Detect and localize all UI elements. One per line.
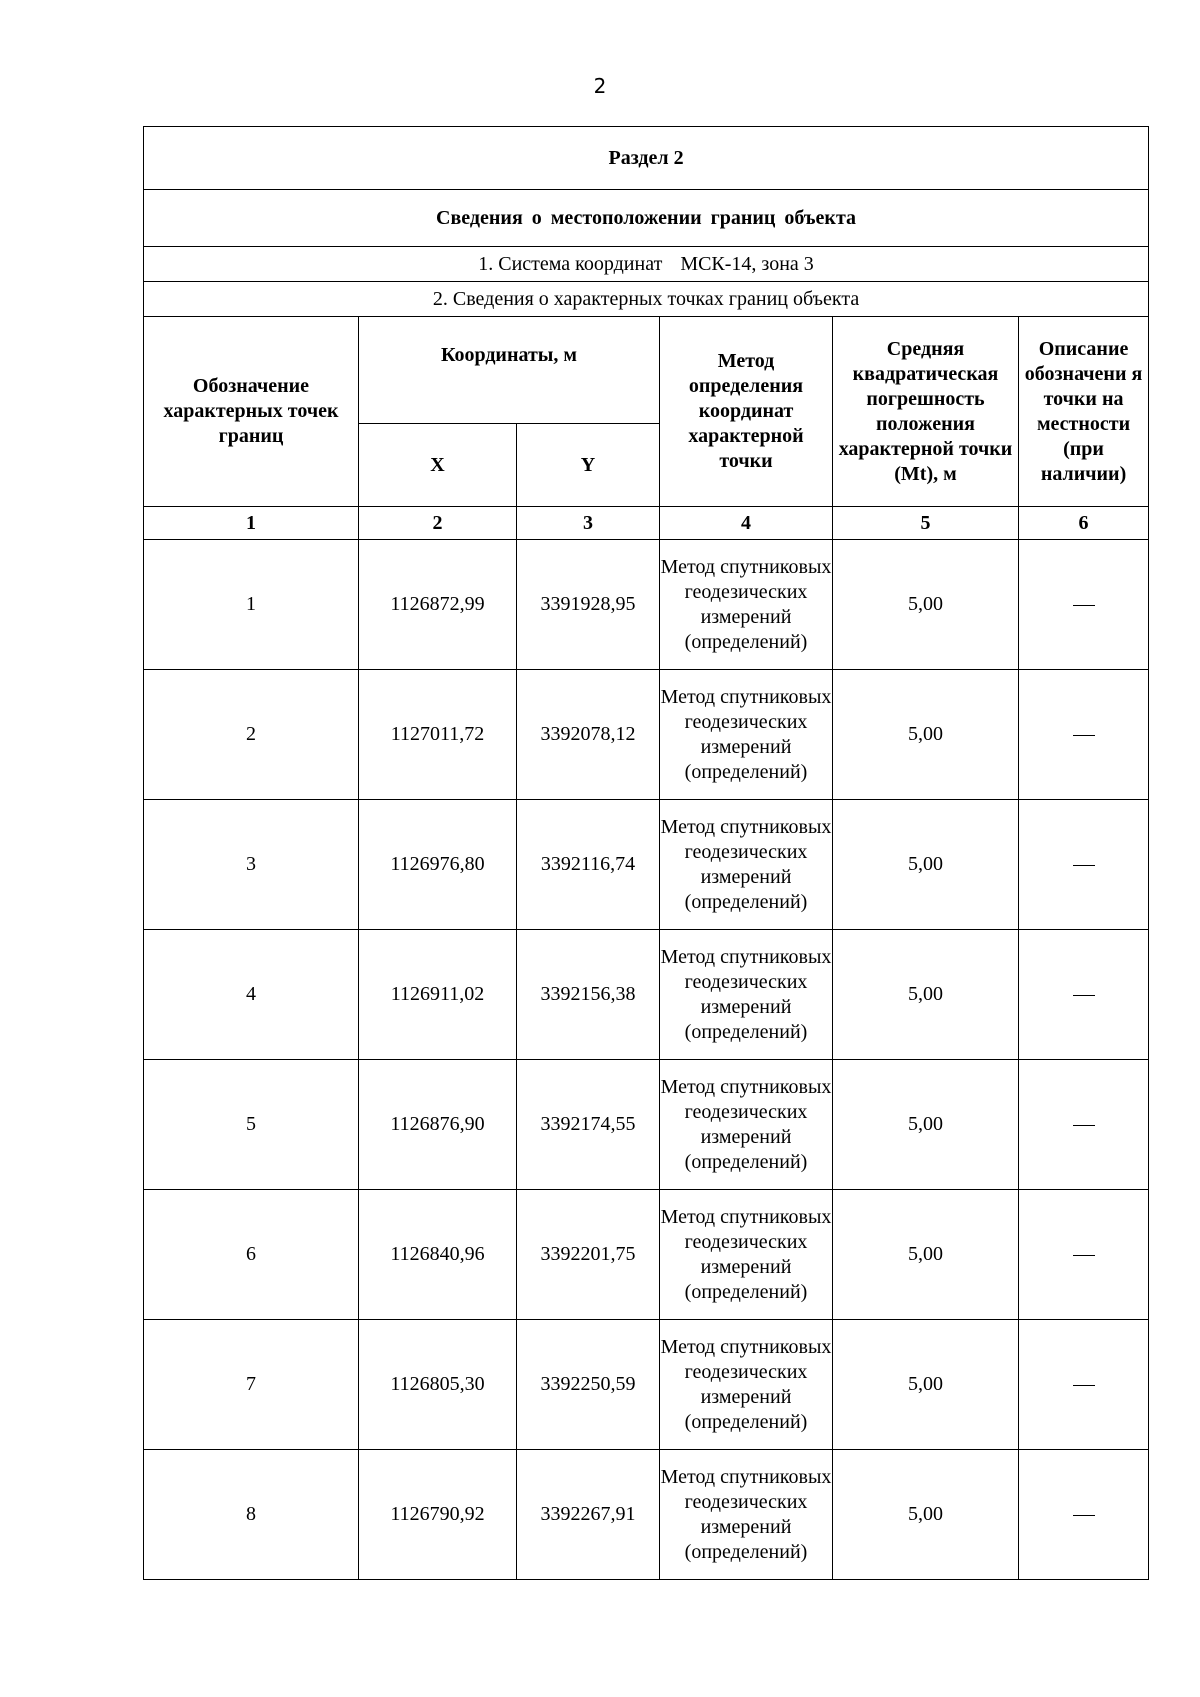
y-coordinate-cell: 3392174,55 xyxy=(517,1060,660,1190)
method-cell: Метод спутниковых геодезических измерений (определений) xyxy=(660,800,833,930)
empty-dash xyxy=(1073,995,1095,996)
coordinate-system-value: МСК-14, зона 3 xyxy=(680,252,814,275)
column-number: 3 xyxy=(517,507,660,540)
method-cell: Метод спутниковых геодезических измерений (определений) xyxy=(660,930,833,1060)
header-x: X xyxy=(359,424,517,507)
table-row xyxy=(144,540,1149,670)
point-description-cell xyxy=(1019,670,1149,800)
y-coordinate-cell: 3392156,38 xyxy=(517,930,660,1060)
empty-dash xyxy=(1073,735,1095,736)
method-cell: Метод спутниковых геодезических измерений (определений) xyxy=(660,540,833,670)
mean-error-cell: 5,00 xyxy=(833,1450,1019,1580)
header-point-description: Описание обозначени я точки на местности (при наличии) xyxy=(1019,317,1149,507)
method-cell: Метод спутниковых геодезических измерений (определений) xyxy=(660,670,833,800)
column-number: 2 xyxy=(359,507,517,540)
x-coordinate-cell: 1126840,96 xyxy=(359,1190,517,1320)
method-cell: Метод спутниковых геодезических измерений (определений) xyxy=(660,1450,833,1580)
point-id-cell: 2 xyxy=(144,670,359,800)
empty-dash xyxy=(1073,1515,1095,1516)
y-coordinate-cell: 3391928,95 xyxy=(517,540,660,670)
column-number: 6 xyxy=(1019,507,1149,540)
y-coordinate-cell: 3392201,75 xyxy=(517,1190,660,1320)
column-number: 5 xyxy=(833,507,1019,540)
point-id-cell: 1 xyxy=(144,540,359,670)
x-coordinate-cell: 1126805,30 xyxy=(359,1320,517,1450)
points-info-label: 2. Сведения о характерных точках границ объекта xyxy=(144,282,1149,317)
x-coordinate-cell: 1126911,02 xyxy=(359,930,517,1060)
mean-error-cell: 5,00 xyxy=(833,670,1019,800)
y-coordinate-cell: 3392267,91 xyxy=(517,1450,660,1580)
table-row xyxy=(144,1190,1149,1320)
table-row xyxy=(144,1060,1149,1190)
point-description-cell xyxy=(1019,1190,1149,1320)
header-coordinates: Координаты, м xyxy=(359,317,660,424)
point-id-cell: 8 xyxy=(144,1450,359,1580)
y-coordinate-cell: 3392078,12 xyxy=(517,670,660,800)
empty-dash xyxy=(1073,605,1095,606)
point-description-cell xyxy=(1019,1320,1149,1450)
header-point-designation: Обозначение характерных точек границ xyxy=(144,317,359,507)
column-number: 4 xyxy=(660,507,833,540)
table-row xyxy=(144,930,1149,1060)
point-description-cell xyxy=(1019,1450,1149,1580)
empty-dash xyxy=(1073,865,1095,866)
point-id-cell: 7 xyxy=(144,1320,359,1450)
coordinate-system-label: 1. Система координат xyxy=(478,252,663,275)
y-coordinate-cell: 3392250,59 xyxy=(517,1320,660,1450)
section-title: Раздел 2 xyxy=(144,127,1149,190)
header-method: Метод определения координат характерной точки xyxy=(660,317,833,507)
coordinate-system-row xyxy=(144,247,1149,282)
mean-error-cell: 5,00 xyxy=(833,930,1019,1060)
x-coordinate-cell: 1126976,80 xyxy=(359,800,517,930)
point-id-cell: 4 xyxy=(144,930,359,1060)
mean-error-cell: 5,00 xyxy=(833,800,1019,930)
method-cell: Метод спутниковых геодезических измерений (определений) xyxy=(660,1190,833,1320)
section-subtitle: Сведения о местоположении границ объекта xyxy=(144,190,1149,247)
method-cell: Метод спутниковых геодезических измерений (определений) xyxy=(660,1320,833,1450)
x-coordinate-cell: 1126876,90 xyxy=(359,1060,517,1190)
empty-dash xyxy=(1073,1385,1095,1386)
x-coordinate-cell: 1126872,99 xyxy=(359,540,517,670)
y-coordinate-cell: 3392116,74 xyxy=(517,800,660,930)
table-row xyxy=(144,1320,1149,1450)
table-row xyxy=(144,670,1149,800)
empty-dash xyxy=(1073,1255,1095,1256)
table-row xyxy=(144,1450,1149,1580)
header-y: Y xyxy=(517,424,660,507)
boundary-table xyxy=(143,126,1149,1580)
point-description-cell xyxy=(1019,1060,1149,1190)
x-coordinate-cell: 1127011,72 xyxy=(359,670,517,800)
point-id-cell: 3 xyxy=(144,800,359,930)
point-description-cell xyxy=(1019,540,1149,670)
method-cell: Метод спутниковых геодезических измерений (определений) xyxy=(660,1060,833,1190)
mean-error-cell: 5,00 xyxy=(833,1320,1019,1450)
mean-error-cell: 5,00 xyxy=(833,1190,1019,1320)
column-number: 1 xyxy=(144,507,359,540)
point-description-cell xyxy=(1019,800,1149,930)
page-number: 2 xyxy=(593,74,607,98)
mean-error-cell: 5,00 xyxy=(833,1060,1019,1190)
column-numbers-row xyxy=(144,507,1149,540)
x-coordinate-cell: 1126790,92 xyxy=(359,1450,517,1580)
point-id-cell: 5 xyxy=(144,1060,359,1190)
mean-error-cell: 5,00 xyxy=(833,540,1019,670)
point-description-cell xyxy=(1019,930,1149,1060)
table-row xyxy=(144,800,1149,930)
empty-dash xyxy=(1073,1125,1095,1126)
point-id-cell: 6 xyxy=(144,1190,359,1320)
header-mean-error: Средняя квадратическая погрешность положения характерной точки (Mt), м xyxy=(833,317,1019,507)
